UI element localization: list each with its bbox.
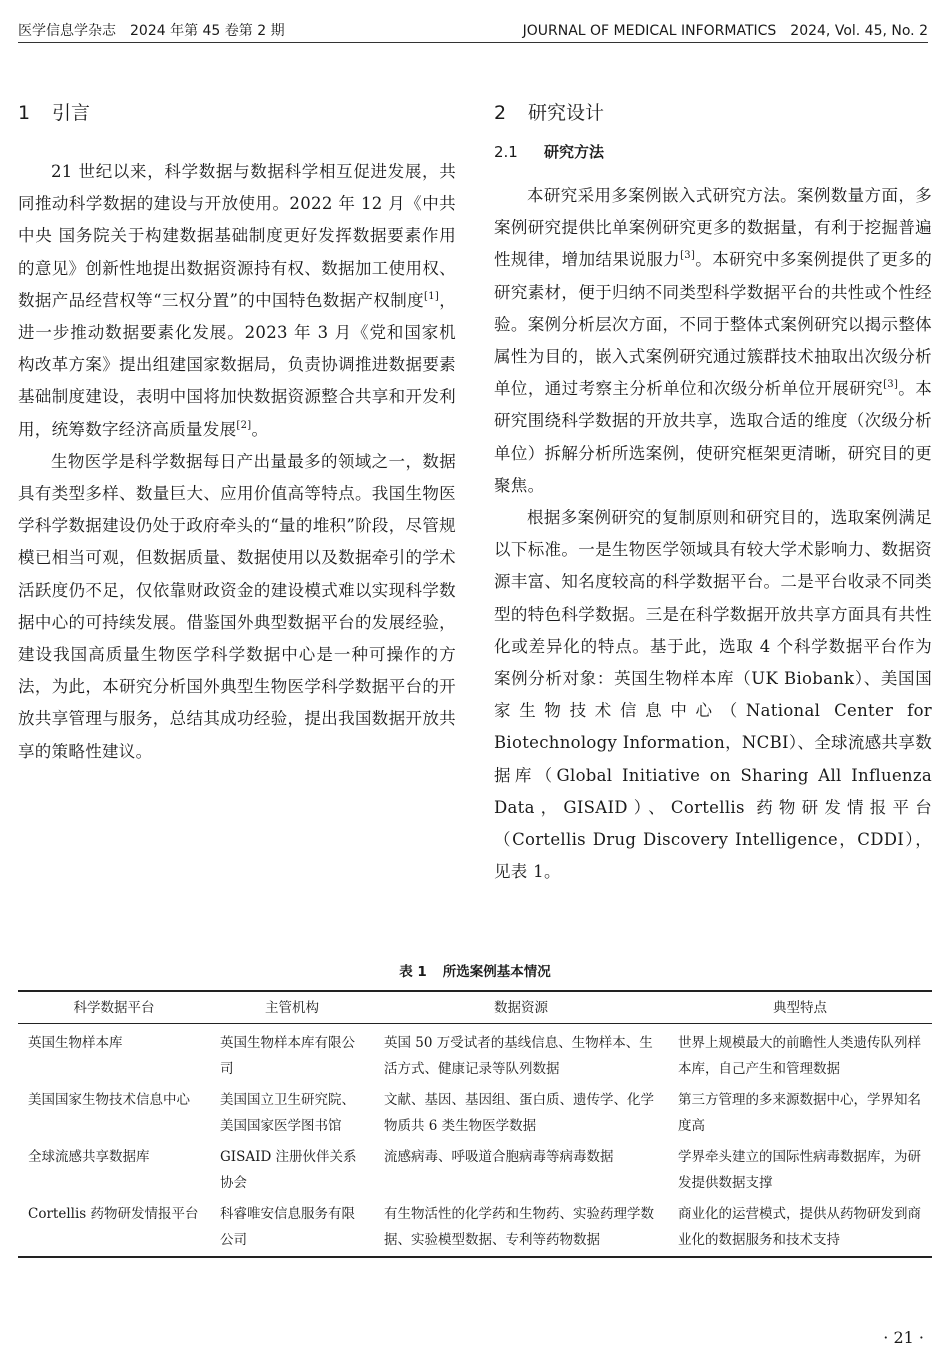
table-row	[18, 1024, 932, 1086]
table-1-title: 所选案例基本情况	[442, 964, 551, 980]
table-1-caption	[18, 960, 932, 980]
table-1-label: 表 1	[399, 964, 427, 980]
table-cell: 英国生物样本库有限公司	[220, 1035, 355, 1077]
table-cell: 美国国立卫生研究院、美国国家医学图书馆	[220, 1092, 355, 1134]
table-cell: 科睿唯安信息服务有限公司	[220, 1206, 355, 1248]
header-journal-en: JOURNAL OF MEDICAL INFORMATICS 2024, Vol. 45, No. 2	[522, 23, 928, 39]
table-header-row	[18, 991, 932, 1024]
citation-ref: [2]	[236, 419, 252, 431]
citation-ref: [1]	[424, 290, 440, 302]
section-2-number: 2	[494, 102, 507, 124]
table-cell: 英国 50 万受试者的基线信息、生物样本、生活方式、健康记录等队列数据	[384, 1035, 653, 1077]
section-2-title: 研究设计	[528, 102, 605, 124]
header-journal-cn: 医学信息学杂志 2024 年第 45 卷第 2 期	[18, 23, 285, 39]
table-row	[18, 1142, 932, 1199]
table-cell: 文献、基因、基因组、蛋白质、遗传学、化学物质共 6 类生物医学数据	[384, 1092, 654, 1134]
table-cell: Cortellis 药物研发情报平台	[28, 1206, 199, 1222]
table-cell: 全球流感共享数据库	[28, 1149, 150, 1165]
text-run: 。	[251, 419, 269, 439]
right-column	[494, 96, 932, 888]
text-run: 生物医学是科学数据每日产出量最多的领域之一，数据具有类型多样、数量巨大、应用价值高等特点。我国生物医学科学数据建设仍处于政府牵头的“量的堆积”阶段，尽管规模已相当可观，但数据质量、数据使用以及数据牵引的学术活跃度仍不足，仅依靠财政资金的建设模式难以实现科学数据中心的可持续发展。借鉴国外典型数据平台的发展经验，建设我国高质量生物医学科学数据中心是一种可操作的方法，为此，本研究分析国外典型生物医学科学数据平台的开放共享管理与服务，总结其成功经验，提出我国数据开放共享的策略性建议。	[18, 451, 456, 761]
section-2-heading	[494, 96, 932, 130]
table-cell: 美国国家生物技术信息中心	[28, 1092, 190, 1108]
table-1	[18, 990, 932, 1258]
table-cell: 流感病毒、呼吸道合胞病毒等病毒数据	[384, 1149, 614, 1165]
section-1-title: 引言	[52, 102, 91, 124]
text-run: 21 世纪以来，科学数据与数据科学相互促进发展，共同推动科学数据的建设与开放使用。2022 年 12 月《中共中央 国务院关于构建数据基础制度更好发挥数据要素作用的意见》创新性地提出数据资源持有权、数据加工使用权、数据产品经营权等“三权分置”的中国特色数据产权制度	[18, 162, 456, 310]
section-1-heading	[18, 96, 456, 130]
table-cell: 世界上规模最大的前瞻性人类遗传队列样本库，自己产生和管理数据	[678, 1035, 921, 1077]
table-row	[18, 1085, 932, 1142]
text-run: ，进一步推动数据要素化发展。2023 年 3 月《党和国家机构改革方案》提出组建国家数据局，负责协调推进数据要素基础制度建设，表明中国将加快数据资源整合共享和开发利用，统筹数字经济高质量发展	[18, 290, 456, 439]
text-run: 本研究采用多案例嵌入式研究方法。案例数量方面，多案例研究提供比单案例研究更多的数据量，有利于挖掘普遍性规律，增加结果说服力	[494, 186, 932, 270]
subsection-2-1-heading	[494, 140, 932, 164]
running-header	[18, 16, 928, 43]
table-cell: 英国生物样本库	[28, 1035, 123, 1051]
method-paragraph-1	[494, 180, 932, 502]
intro-paragraph-2	[18, 446, 456, 768]
text-run: 根据多案例研究的复制原则和研究目的，选取案例满足以下标准。一是生物医学领域具有较大学术影响力、数据资源丰富、知名度较高的科学数据平台。二是平台收录不同类型的特色科学数据。三是在科学数据开放共享方面具有共性化或差异化的特点。基于此，选取 4 个科学数据平台作为案例分析对象：英国生物样本库（UK Biobank）、美国国家生物技术信息中心（National Center for Biotechnology Information，NCBI）、全球流感共享数据库（Global Initiative on Sharing All Influenza Data，GISAID）、Cortellis 药物研发情报平台（Cortellis Drug Discovery Intelligence，CDDI），见表 1。	[494, 508, 932, 882]
table-header-cell: 数据资源	[374, 991, 668, 1024]
text-run: 。本研究中多案例提供了更多的研究素材，便于归纳不同类型科学数据平台的共性或个性经验。案例分析层次方面，不同于整体式案例研究以揭示整体属性为目的，嵌入式案例研究通过簇群技术抽取出次级分析单位，通过考察主分析单位和次级分析单位开展研究	[494, 250, 932, 399]
subsection-2-1-title: 研究方法	[544, 143, 605, 161]
page-number: · 21 ·	[883, 1328, 924, 1347]
subsection-2-1-number: 2.1	[494, 143, 518, 161]
table-header-cell: 典型特点	[668, 991, 932, 1024]
intro-paragraph-1	[18, 156, 456, 446]
table-header-cell: 科学数据平台	[18, 991, 210, 1024]
method-paragraph-2	[494, 502, 932, 888]
text-run: 。本研究围绕科学数据的开放共享，选取合适的维度（次级分析单位）拆解分析所选案例，使研究框架更清晰，研究目的更聚焦。	[494, 379, 932, 495]
table-row	[18, 1199, 932, 1257]
table-cell: 第三方管理的多来源数据中心，学界知名度高	[678, 1092, 921, 1134]
citation-ref: [3]	[883, 379, 899, 391]
section-1-number: 1	[18, 102, 31, 124]
table-header-cell: 主管机构	[210, 991, 374, 1024]
table-cell: 学界牵头建立的国际性病毒数据库，为研发提供数据支撑	[678, 1149, 921, 1191]
table-cell: GISAID 注册伙伴关系协会	[220, 1149, 357, 1191]
citation-ref: [3]	[680, 250, 696, 262]
table-cell: 有生物活性的化学药和生物药、实验药理学数据、实验模型数据、专利等药物数据	[384, 1206, 654, 1248]
left-column	[18, 96, 456, 768]
table-cell: 商业化的运营模式，提供从药物研发到商业化的数据服务和技术支持	[678, 1206, 921, 1248]
